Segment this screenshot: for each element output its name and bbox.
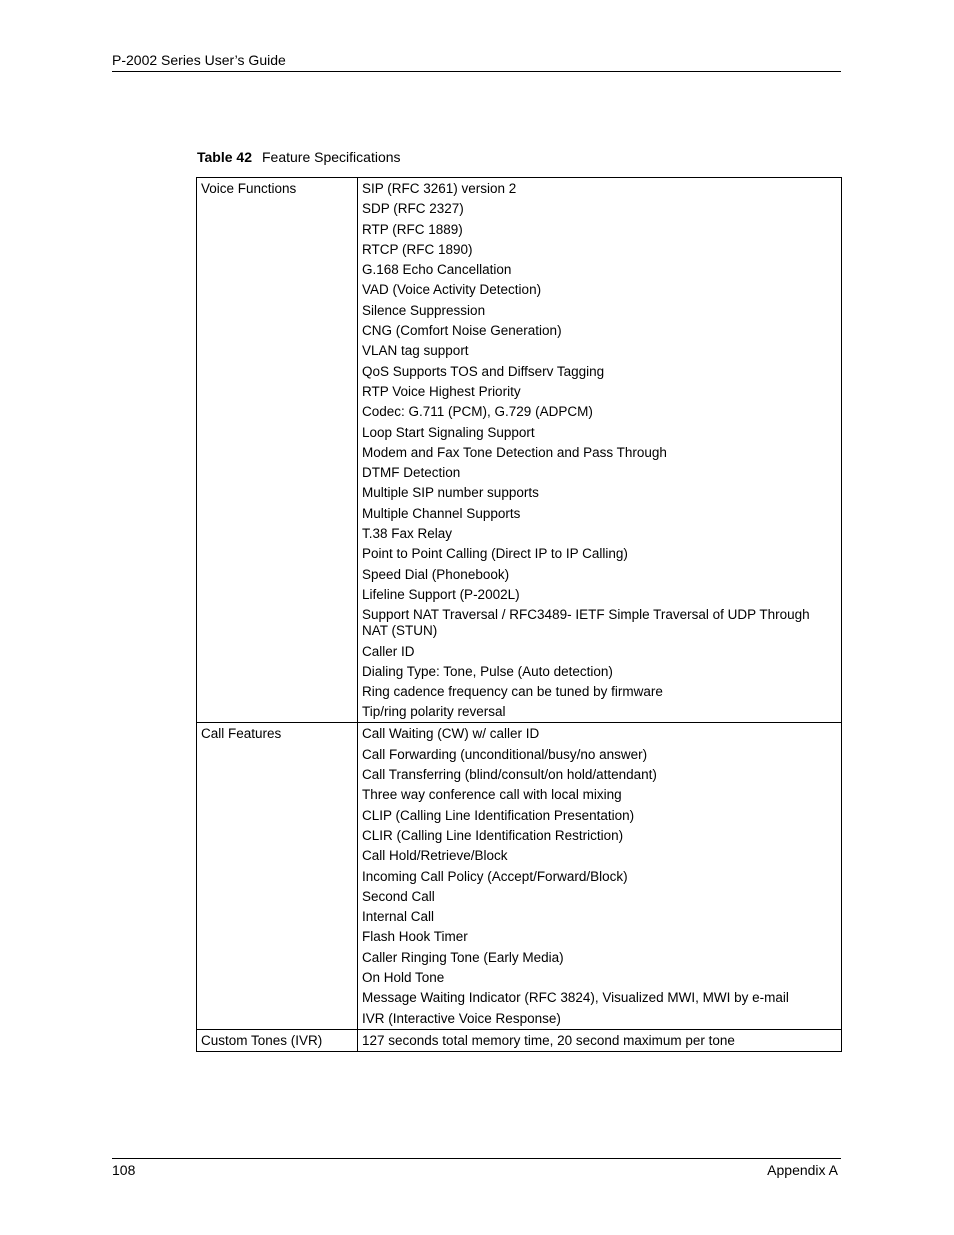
feature-item: RTP Voice Highest Priority [362,383,521,399]
feature-item: Loop Start Signaling Support [362,424,535,440]
feature-item: Internal Call [362,909,435,925]
feature-item: Call Waiting (CW) w/ caller ID [362,726,540,742]
feature-item: Caller ID [362,643,415,659]
feature-item: Silence Suppression [362,302,486,318]
feature-item: CLIP (Calling Line Identification Presentation) [362,807,635,823]
feature-item: Point to Point Calling (Direct IP to IP Calling) [362,546,628,562]
table-row [197,1029,842,1051]
feature-item: Lifeline Support (P-2002L) [362,586,520,602]
category-cell: Call Features [197,723,358,1029]
feature-item: Ring cadence frequency can be tuned by firmware [362,684,663,700]
feature-item: Codec: G.711 (PCM), G.729 (ADPCM) [362,404,593,420]
feature-item: VAD (Voice Activity Detection) [362,282,542,298]
feature-item: Tip/ring polarity reversal [362,704,506,720]
feature-item: G.168 Echo Cancellation [362,262,512,278]
table-row [197,178,842,723]
feature-item: SIP (RFC 3261) version 2 [362,181,517,196]
feature-item: QoS Supports TOS and Diffserv Tagging [362,363,605,379]
feature-item: CLIR (Calling Line Identification Restriction) [362,827,624,843]
feature-item: Speed Dial (Phonebook) [362,566,510,582]
feature-item: CNG (Comfort Noise Generation) [362,323,562,339]
feature-item: Incoming Call Policy (Accept/Forward/Block) [362,868,628,884]
features-cell [358,1029,842,1051]
feature-item: Multiple SIP number supports [362,485,539,501]
feature-item: Flash Hook Timer [362,929,468,945]
features-cell [358,178,842,723]
feature-item: Multiple Channel Supports [362,505,521,521]
feature-item: Second Call [362,888,435,904]
footer-divider [112,1158,841,1159]
feature-item: Dialing Type: Tone, Pulse (Auto detection) [362,663,613,679]
table-caption-label: Table 42 [197,149,252,165]
feature-item: RTCP (RFC 1890) [362,241,473,257]
features-cell [358,723,842,1029]
feature-item: Three way conference call with local mixing [362,787,622,803]
feature-item: RTP (RFC 1889) [362,221,463,237]
footer-section-name: Appendix A [767,1162,838,1178]
feature-item: Modem and Fax Tone Detection and Pass Through [362,444,667,460]
feature-item: On Hold Tone [362,969,445,985]
page-number: 108 [112,1162,136,1178]
category-cell: Voice Functions [197,178,358,723]
header-divider [112,71,841,72]
feature-specifications-table-body [197,178,842,1052]
feature-item: Support NAT Traversal / RFC3489- IETF Simple Traversal of UDP Through NAT (STUN) [362,607,810,639]
feature-item: SDP (RFC 2327) [362,201,464,217]
feature-item: VLAN tag support [362,343,469,359]
feature-item: Message Waiting Indicator (RFC 3824), Visualized MWI, MWI by e-mail [362,990,789,1006]
table-caption-title: Feature Specifications [262,149,401,165]
feature-item: IVR (Interactive Voice Response) [362,1010,561,1026]
feature-item: Call Hold/Retrieve/Block [362,848,508,864]
feature-specifications-table [196,177,842,1052]
feature-item: Call Forwarding (unconditional/busy/no answer) [362,746,648,762]
category-cell: Custom Tones (IVR) [197,1029,358,1051]
feature-item: Caller Ringing Tone (Early Media) [362,949,564,965]
feature-item: T.38 Fax Relay [362,526,453,542]
feature-item: 127 seconds total memory time, 20 second maximum per tone [362,1032,735,1048]
table-row [197,723,842,1029]
table-caption [197,149,401,165]
page-header-title: P-2002 Series User’s Guide [112,52,286,68]
feature-item: DTMF Detection [362,465,461,481]
feature-item: Call Transferring (blind/consult/on hold/attendant) [362,767,657,783]
